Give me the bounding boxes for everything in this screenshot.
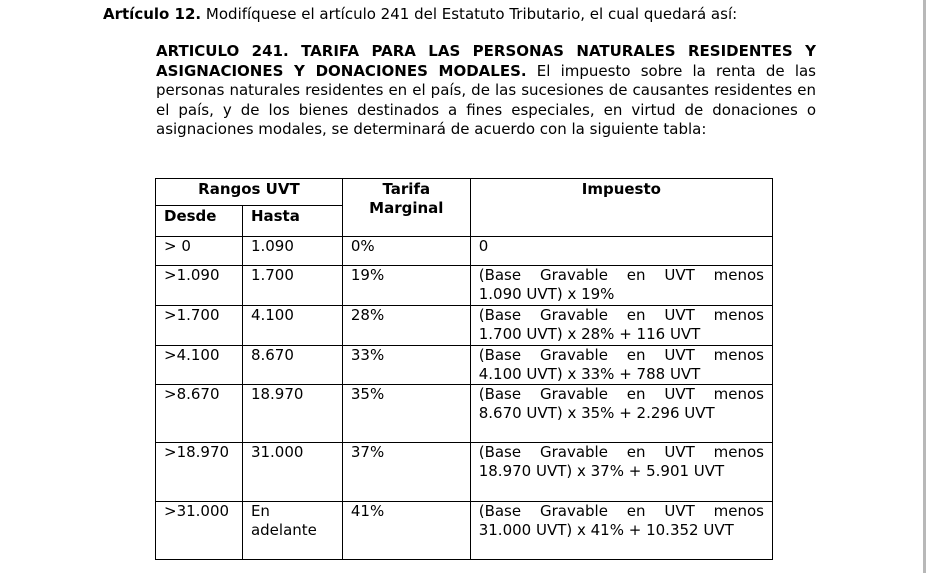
cell-hasta: 18.970: [242, 385, 342, 443]
table-row: [156, 346, 773, 385]
cell-hasta: 31.000: [242, 443, 342, 502]
table-row: [156, 443, 773, 502]
cell-impuesto-line2: 4.100 UVT) x 33% + 788 UVT: [478, 365, 701, 383]
page-edge-divider: [923, 0, 926, 573]
cell-desde: >1.700: [156, 306, 243, 346]
article-12-label: Artículo 12.: [103, 5, 202, 23]
cell-impuesto: [470, 346, 772, 385]
article-241-paragraph: [156, 42, 816, 140]
cell-desde: >31.000: [156, 502, 243, 560]
table-row: [156, 385, 773, 443]
cell-impuesto-line1: (Base Gravable en UVT menos: [478, 443, 764, 461]
cell-impuesto-line2: 1.700 UVT) x 28% + 116 UVT: [478, 325, 701, 343]
cell-tarifa: 0%: [342, 237, 470, 266]
cell-tarifa: 28%: [342, 306, 470, 346]
article-12-text: Modifíquese el artículo 241 del Estatuto Tributario, el cual quedará así:: [205, 5, 738, 23]
cell-desde: >4.100: [156, 346, 243, 385]
cell-desde: >8.670: [156, 385, 243, 443]
cell-impuesto-line2: 8.670 UVT) x 35% + 2.296 UVT: [478, 404, 715, 422]
table-row: [156, 306, 773, 346]
cell-impuesto-line1: (Base Gravable en UVT menos: [478, 306, 764, 324]
cell-impuesto: [470, 237, 772, 266]
cell-impuesto: [470, 306, 772, 346]
cell-impuesto-line1: (Base Gravable en UVT menos: [478, 385, 764, 403]
cell-desde: >1.090: [156, 266, 243, 306]
cell-impuesto-line1: (Base Gravable en UVT menos: [478, 502, 764, 520]
cell-impuesto-line2: 18.970 UVT) x 37% + 5.901 UVT: [478, 462, 725, 480]
cell-desde: > 0: [156, 237, 243, 266]
cell-tarifa: 37%: [342, 443, 470, 502]
cell-desde: >18.970: [156, 443, 243, 502]
article-241-body: El impuesto sobre la renta de las personas naturales residentes en el país, de las sucesiones de causantes residentes en el país, y de los bienes destinados a fines especiales, en virtud de donaciones o asignaciones modales, se determinará de acuerdo con la siguiente tabla:: [156, 61, 816, 139]
cell-impuesto: [470, 502, 772, 560]
cell-hasta: 8.670: [242, 346, 342, 385]
cell-impuesto-line2: 1.090 UVT) x 19%: [478, 285, 615, 303]
cell-hasta: 1.700: [242, 266, 342, 306]
header-impuesto: Impuesto: [470, 179, 772, 237]
cell-impuesto-line1: (Base Gravable en UVT menos: [478, 266, 764, 284]
cell-impuesto-line1: (Base Gravable en UVT menos: [478, 346, 764, 364]
cell-impuesto-line2: 31.000 UVT) x 41% + 10.352 UVT: [478, 521, 734, 539]
header-rangos-uvt: Rangos UVT: [156, 179, 343, 206]
cell-impuesto-line1: 0: [478, 237, 489, 255]
header-hasta: Hasta: [242, 206, 342, 237]
cell-tarifa: 41%: [342, 502, 470, 560]
cell-impuesto: [470, 443, 772, 502]
cell-impuesto: [470, 266, 772, 306]
article-241-title: ARTICULO 241. TARIFA PARA LAS PERSONAS NATURALES RESIDENTES Y ASIGNACIONES Y DONACIONES MODALES.: [156, 42, 816, 80]
cell-hasta: 4.100: [242, 306, 342, 346]
cell-hasta: 1.090: [242, 237, 342, 266]
cell-impuesto: [470, 385, 772, 443]
article-12-heading: [103, 4, 737, 24]
header-desde: Desde: [156, 206, 243, 237]
table-row: [156, 266, 773, 306]
cell-tarifa: 33%: [342, 346, 470, 385]
tax-rate-table: [155, 178, 773, 560]
cell-hasta-text: En adelante: [250, 502, 317, 539]
header-tarifa-marginal: Tarifa Marginal: [342, 179, 470, 237]
table-row: [156, 237, 773, 266]
cell-tarifa: 35%: [342, 385, 470, 443]
cell-tarifa: 19%: [342, 266, 470, 306]
cell-hasta: [242, 502, 342, 560]
table-row: [156, 502, 773, 560]
